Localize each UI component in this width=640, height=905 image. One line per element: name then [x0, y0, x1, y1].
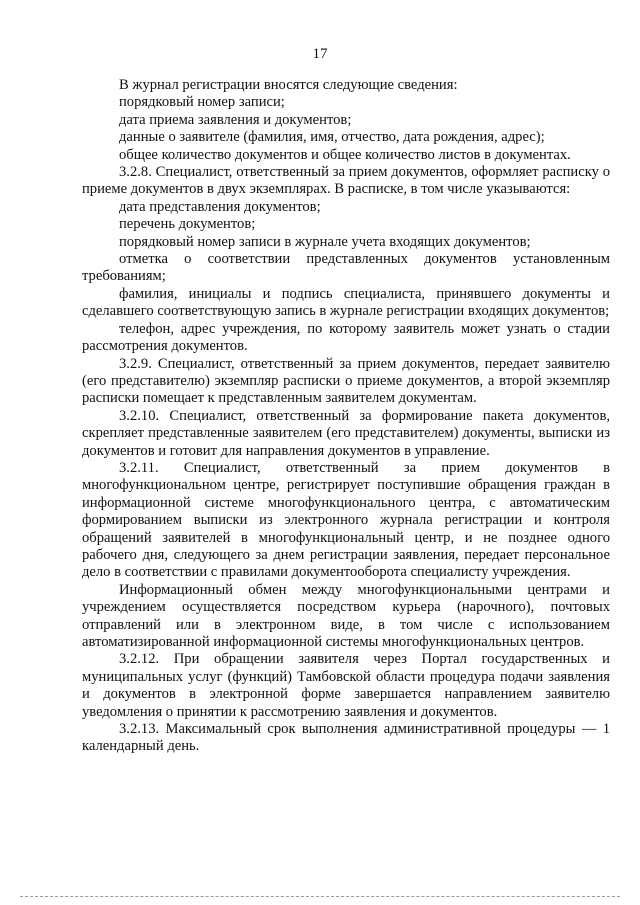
list-item: порядковый номер записи;	[119, 94, 285, 111]
paragraph-journal-intro: В журнал регистрации вносятся следующие сведения:	[119, 77, 458, 93]
document-body	[82, 77, 610, 756]
paragraph-3-2-11: 3.2.11. Специалист, ответственный за прием документов в многофункциональном центре, регистрирует поступившие обращения граждан в информационной системе многофункционального центра, с автоматическим формированием выписки из электронного журнала регистрации и контроля обращений заявителей в многофункциональный центр, и не позднее одного рабочего дня, следующего за днем регистрации заявления, передает персональное дело в соответствии с правилами документооборота специалисту учреждения.	[82, 459, 610, 581]
paragraph-information-exchange: Информационный обмен между многофункциональными центрами и учреждением осуществляется посредством курьера (нарочного), почтовых отправлений или в электронном виде, в том числе с использованием автоматизированной информационной системы многофункциональных центров.	[82, 581, 610, 650]
list-item: дата представления документов;	[119, 198, 321, 215]
paragraph-3-2-12: 3.2.12. При обращении заявителя через Портал государственных и муниципальных услуг (функций) Тамбовской области процедура подачи заявления и документов в электронной форме завершается направлением заявителю уведомления о принятии к рассмотрению заявления и документов.	[82, 651, 610, 720]
list-item: перечень документов;	[119, 216, 256, 233]
scan-edge-divider	[20, 896, 620, 897]
list-item: данные о заявителе (фамилия, имя, отчество, дата рождения, адрес);	[119, 129, 545, 146]
paragraph-3-2-8: 3.2.8. Специалист, ответственный за прием документов, оформляет расписку о приеме документов в двух экземплярах. В расписке, в том числе указываются:	[82, 164, 610, 198]
paragraph-3-2-13: 3.2.13. Максимальный срок выполнения административной процедуры — 1 календарный день.	[82, 721, 610, 755]
list-item: дата приема заявления и документов;	[119, 111, 352, 128]
page-number: 17	[312, 46, 328, 62]
paragraph-3-2-10: 3.2.10. Специалист, ответственный за формирование пакета документов, скрепляет представленные заявителем (его представителем) документы, выписки из документов и готовит для направления документов в управление.	[82, 407, 610, 459]
list-item: телефон, адрес учреждения, по которому заявитель может узнать о стадии рассмотрения документов.	[82, 320, 610, 355]
list-item: порядковый номер записи в журнале учета входящих документов;	[119, 233, 531, 250]
list-item: общее количество документов и общее количество листов в документах.	[119, 146, 571, 163]
paragraph-3-2-9: 3.2.9. Специалист, ответственный за прием документов, передает заявителю (его представителю) экземпляр расписки о приеме документов, а второй экземпляр расписки помещает к представленным заявителем документам.	[82, 355, 610, 407]
list-item: фамилия, инициалы и подпись специалиста, принявшего документы и сделавшего соответствующую запись в журнале регистрации входящих документов;	[82, 285, 610, 320]
list-item: отметка о соответствии представленных документов установленным требованиям;	[82, 251, 610, 285]
